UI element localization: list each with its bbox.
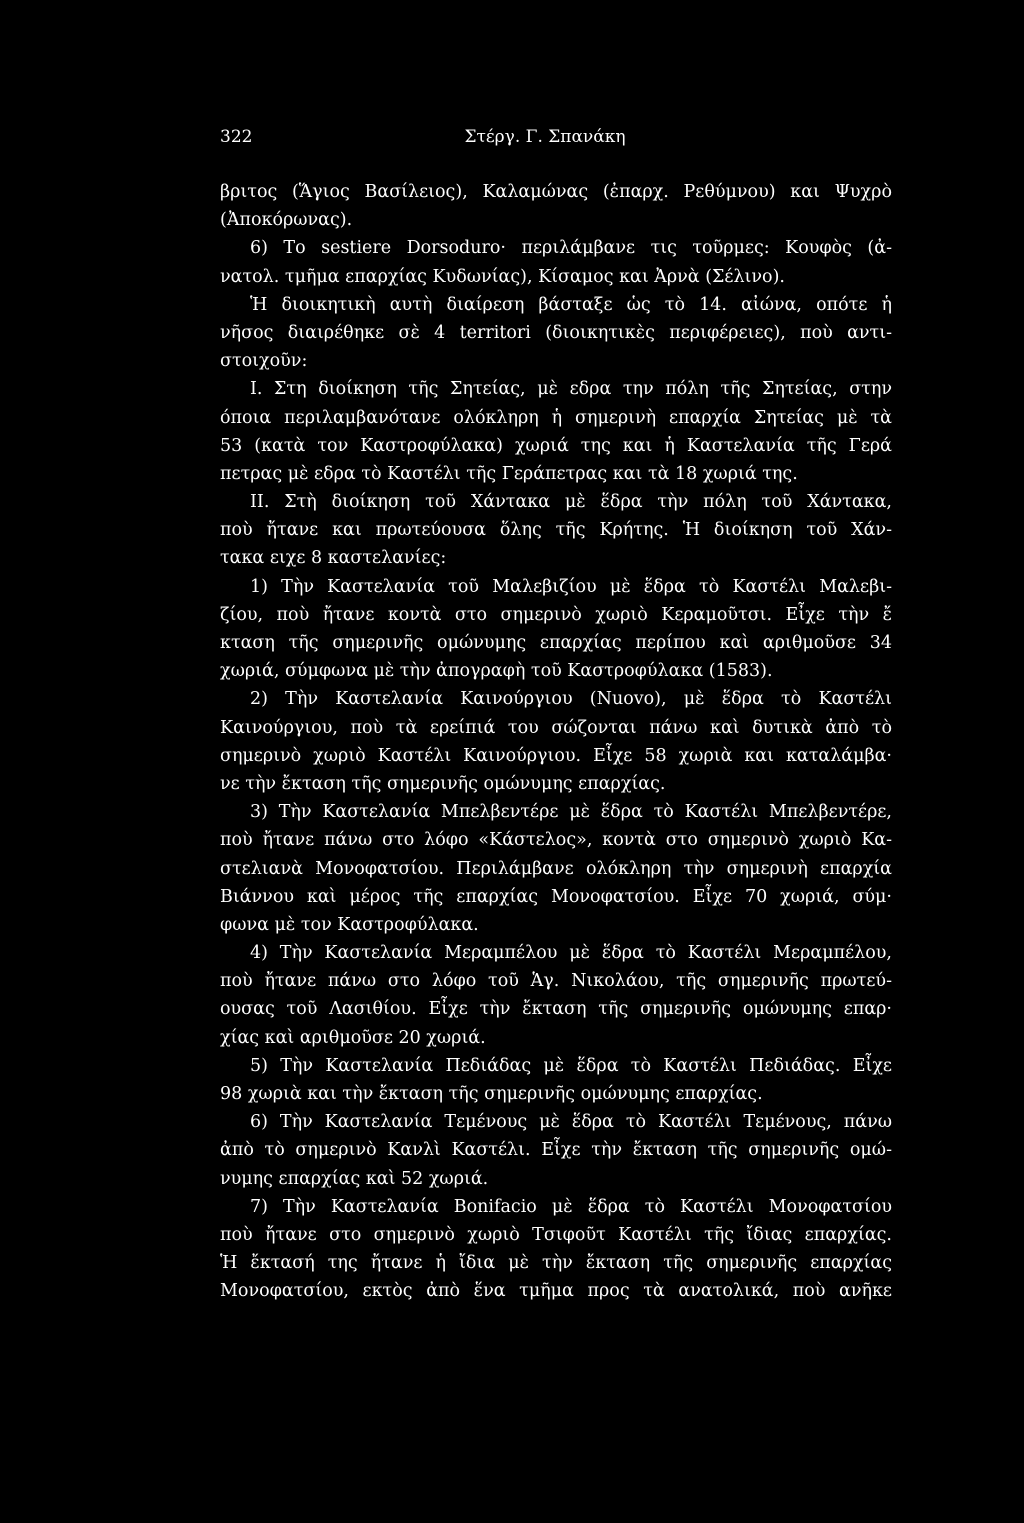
text-line: στοιχοῦν: — [220, 351, 308, 372]
text-line: ποὺ ἤτανε και πρωτεύουσα ὅλης τῆς Κρήτης. Ἡ διοίκηση τοῦ Χάν- — [220, 520, 892, 541]
text-line: ποὺ ἤτανε πάνω στο λόφο «Κάστελος», κοντὰ στο σημερινὸ χωριὸ Κα- — [220, 830, 892, 851]
text-line: τακα ειχε 8 καστελανίες: — [220, 548, 447, 569]
text-line: φωνα μὲ τον Καστροφύλακα. — [220, 914, 479, 935]
text-line: 4) Τὴν Καστελανία Μεραμπέλου μὲ ἕδρα τὸ Καστέλι Μεραμπέλου, — [250, 943, 892, 964]
text-line: 53 (κατὰ τον Καστροφύλακα) χωριά της και ἡ Καστελανία τῆς Γερά — [220, 435, 892, 456]
text-line: Βιάννου καὶ μέρος τῆς επαρχίας Μονοφατσίου. Εἶχε 70 χωριά, σύμ· — [220, 886, 892, 907]
text-line: χωριά, σύμφωνα μὲ τὴν ἀπογραφὴ τοῦ Καστροφύλακα (1583). — [220, 661, 773, 682]
text-line: χίας καὶ αριθμοῦσε 20 χωριά. — [220, 1027, 486, 1048]
text-line: βριτος (Ἅγιος Βασίλειος), Καλαμώνας (ἐπαρχ. Ρεθύμνου) και Ψυχρὸ — [220, 182, 892, 202]
text-line: 7) Τὴν Καστελανία Bonifacio μὲ ἕδρα τὸ Καστέλι Μονοφατσίου — [250, 1196, 892, 1217]
page-number: 322 — [220, 127, 253, 147]
text-line: νῆσος διαιρέθηκε σὲ 4 territori (διοικητικὲς περιφέρειες), ποὺ αντι- — [220, 322, 892, 343]
text-line: ἀπὸ τὸ σημερινὸ Κανλὶ Καστέλι. Εἶχε τὴν ἔκταση τῆς σημερινῆς ομώ- — [220, 1140, 892, 1161]
body-text — [220, 178, 892, 1306]
text-line: Ἡ ἔκτασή της ἤτανε ἡ ἴδια μὲ τὴν ἔκταση τῆς σημερινῆς επαρχίας — [220, 1253, 892, 1274]
text-line: Ι. Στη διοίκηση τῆς Σητείας, μὲ εδρα την πόλη τῆς Σητείας, στην — [250, 379, 892, 400]
text-line: Ἡ διοικητικὴ αυτὴ διαίρεση βάσταξε ὡς τὸ 14. αἰώνα, οπότε ἡ — [250, 294, 892, 315]
text-line: στελιανὰ Μονοφατσίου. Περιλάμβανε ολόκληρη τὴν σημερινὴ επαρχία — [220, 858, 892, 879]
text-line: νατολ. τμῆμα επαρχίας Κυδωνίας), Κίσαμος και Ἀρνὰ (Σέλινο). — [220, 266, 785, 287]
text-line: σημερινὸ χωριὸ Καστέλι Καινούργιου. Εἶχε 58 χωριὰ και καταλάμβα· — [220, 745, 892, 766]
text-line: 6) Το sestiere Dorsoduro· περιλάμβανε τις τοῦρμες: Κουφὸς (ἀ- — [250, 238, 892, 259]
text-line: ποὺ ἤτανε πάνω στο λόφο τοῦ Ἁγ. Νικολάου, τῆς σημερινῆς πρωτεύ- — [220, 971, 892, 992]
text-line: ζίου, ποὺ ἤτανε κοντὰ στο σημερινὸ χωριὸ Κεραμοῦτσι. Εἶχε τὴν ἔ — [220, 604, 892, 625]
text-line: κταση τῆς σημερινῆς ομώνυμης επαρχίας περίπου καὶ αριθμοῦσε 34 — [220, 633, 892, 653]
running-head: Στέργ. Γ. Σπανάκη — [464, 127, 626, 147]
text-line: 5) Τὴν Καστελανία Πεδιάδας μὲ ἕδρα τὸ Καστέλι Πεδιάδας. Εἶχε — [250, 1055, 892, 1076]
text-line: ποὺ ἤτανε στο σημερινὸ χωριὸ Τσιφοῦτ Καστέλι τῆς ἴδιας επαρχίας. — [220, 1224, 892, 1245]
text-line: 3) Τὴν Καστελανία Μπελβεντέρε μὲ ἕδρα τὸ Καστέλι Μπελβεντέρε, — [250, 802, 892, 823]
text-line: ΙΙ. Στὴ διοίκηση τοῦ Χάντακα μὲ ἕδρα τὴν πόλη τοῦ Χάντακα, — [250, 492, 892, 513]
text-line: όποια περιλαμβανότανε ολόκληρη ἡ σημερινὴ επαρχία Σητείας μὲ τὰ — [220, 407, 892, 428]
text-line: ουσας τοῦ Λασιθίου. Εἶχε τὴν ἔκταση τῆς σημερινῆς ομώνυμης επαρ· — [220, 999, 892, 1020]
text-line: Μονοφατσίου, εκτὸς ἀπὸ ἕνα τμῆμα προς τὰ ανατολικά, ποὺ ανῆκε — [220, 1281, 892, 1302]
text-line: (Ἀποκόρωνας). — [220, 210, 353, 231]
text-line: Καινούργιου, ποὺ τὰ ερείπιά του σώζονται πάνω καὶ δυτικὰ ἀπὸ τὸ — [220, 717, 892, 738]
text-line: πετρας μὲ εδρα τὸ Καστέλι τῆς Γεράπετρας και τὰ 18 χωριά της. — [220, 463, 798, 484]
text-line: νυμης επαρχίας καὶ 52 χωριά. — [220, 1168, 489, 1189]
text-line: 2) Τὴν Καστελανία Καινούργιου (Nuovo), μὲ ἕδρα τὸ Καστέλι — [250, 689, 892, 710]
text-line: 6) Τὴν Καστελανία Τεμένους μὲ ἕδρα τὸ Καστέλι Τεμένους, πάνω — [250, 1112, 892, 1133]
text-line: νε τὴν ἔκταση τῆς σημερινῆς ομώνυμης επαρχίας. — [220, 773, 666, 794]
text-line: 1) Τὴν Καστελανία τοῦ Μαλεβιζίου μὲ ἕδρα τὸ Καστέλι Μαλεβι- — [250, 576, 892, 597]
text-line: 98 χωριὰ και τὴν ἔκταση τῆς σημερινῆς ομώνυμης επαρχίας. — [220, 1084, 763, 1104]
